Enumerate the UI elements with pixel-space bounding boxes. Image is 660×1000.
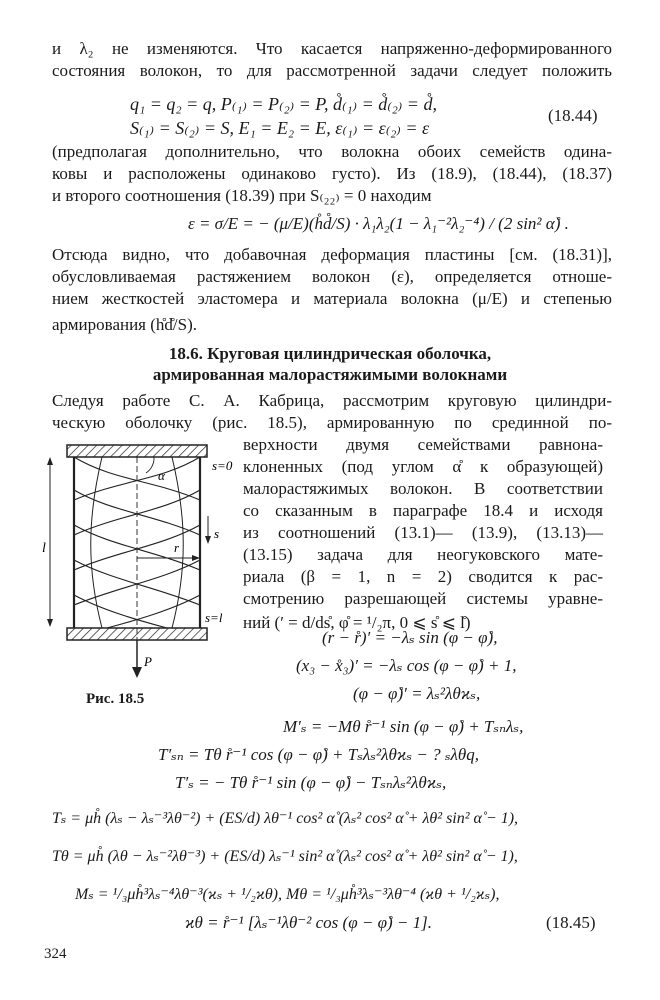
equation-number: (18.45) <box>546 913 596 932</box>
text-line: нием жесткостей эластомера и материала волокна (μ/E) и степенью <box>52 289 612 308</box>
equation-18-45-line6: T′ₛ = − Tθ r̊⁻¹ sin (φ − φ̊) − Tₛₙλₛ²λθϰₛ, <box>175 773 447 792</box>
text-line: ческую оболочку (рис. 18.5), армированную по срединной по- <box>52 413 612 432</box>
text-line: и λ₂ не изменяются. Что касается напряженно-деформированного <box>52 39 612 58</box>
equation-18-45-line4: M′ₛ = −Mθ r̊⁻¹ sin (φ − φ̊) + Tₛₙλₛ, <box>283 717 524 736</box>
figure-18-5 <box>42 440 242 680</box>
label-sl: s=l <box>205 610 223 625</box>
label-s: s <box>214 526 220 541</box>
label-alpha: α <box>158 468 165 483</box>
wrapped-line: со сказанным в параграфе 18.4 и исходя <box>243 501 603 520</box>
equation-18-45-line5: T′ₛₙ = Tθ r̊⁻¹ cos (φ − φ̊) + Tₛλₛ²λθϰₛ − ? ₛλθq, <box>158 745 480 764</box>
equation-18-45-line8: Tθ = μh̊ (λθ − λₛ⁻²λθ⁻³) + (ES/d) λₛ⁻¹ sin² α̊ (λₛ² cos² α̊ + λθ² sin² α̊ − 1), <box>52 848 518 865</box>
section-heading-line1: 18.6. Круговая цилиндрическая оболочка, <box>168 344 492 363</box>
label-s0: s=0 <box>212 458 233 473</box>
section-heading-line2: армированная малорастяжимыми волокнами <box>152 365 508 384</box>
label-l: l <box>42 541 46 556</box>
equation-18-45-line10: ϰθ = r̊⁻¹ [λₛ⁻¹λθ⁻² cos (φ − φ̊) − 1]. <box>185 913 432 932</box>
equation-epsilon: ε = σ/E = − (μ/E)(h̊d̊/S) · λ₁λ₂(1 − λ₁⁻²λ₂⁻⁴) / (2 sin² α̊) . <box>188 214 569 233</box>
text-line: состояния волокон, то для рассмотренной задачи следует положить <box>52 61 612 80</box>
top-clamp <box>67 445 207 457</box>
text-line: обусловливаемая растяжением волокон (ε), определяется отноше- <box>52 267 612 286</box>
alpha-arc <box>146 457 154 473</box>
equation-18-44-line1: q₁ = q₂ = q, P₍₁₎ = P₍₂₎ = P, d̊₍₁₎ = d̊₍₂₎ = d̊, <box>130 94 437 114</box>
equation-18-45-line9: Mₛ = ¹/₃μh̊³λₛ⁻⁴λθ⁻³(ϰₛ + ¹/₂ϰθ), Mθ = ¹/₃μh̊³λₛ⁻³λθ⁻⁴ (ϰθ + ¹/₂ϰₛ), <box>75 886 500 903</box>
text-line: (предполагая дополнительно, что волокна обоих семейств одина- <box>52 142 612 161</box>
equation-18-45-line3: (φ − φ̊)′ = λₛ²λθϰₛ, <box>353 684 481 703</box>
equation-18-44-line2: S₍₁₎ = S₍₂₎ = S, E₁ = E₂ = E, ε₍₁₎ = ε₍₂₎ = ε <box>130 118 430 138</box>
wrapped-line: из соотношений (13.1)— (13.9), (13.13)— <box>243 523 603 542</box>
label-p: P <box>144 654 152 669</box>
wrapped-line: смотрению разрешающей системы уравне- <box>243 589 603 608</box>
figure-caption: Рис. 18.5 <box>86 691 145 707</box>
wrapped-line: (13.15) задача для неогуковского мате- <box>243 545 603 564</box>
text-line: ковы и расположены одинаково густо). Из (18.9), (18.44), (18.37) <box>52 164 612 183</box>
wrapped-line: риала (β = 1, n = 2) сводится к рас- <box>243 567 603 586</box>
equation-number: (18.44) <box>548 106 598 125</box>
text-line: Отсюда видно, что добавочная деформация пластины [см. (18.31)], <box>52 245 612 264</box>
equation-18-45-line2: (x₃ − x̊₃)′ = −λₛ cos (φ − φ̊) + 1, <box>296 656 517 675</box>
page-number: 324 <box>44 946 67 962</box>
wrapped-line: малорастяжимых волокон. В соответствии <box>243 479 603 498</box>
wrapped-line: клоненных (под углом α̊ к образующей) <box>243 457 603 476</box>
text-line: Следуя работе С. А. Кабрица, рассмотрим круговую цилиндри- <box>52 391 612 410</box>
equation-18-45-line7: Tₛ = μh̊ (λₛ − λₛ⁻³λθ⁻²) + (ES/d) λθ⁻¹ cos² α̊ (λₛ² cos² α̊ + λθ² sin² α̊ − 1), <box>52 810 519 827</box>
wrapped-line: ний (′ = d/ds̊, φ̊ = ¹/₂π, 0 ⩽ s̊ ⩽ l̊) <box>243 613 471 632</box>
text-line: и второго соотношения (18.39) при S₍₂₂₎ = 0 находим <box>52 186 432 205</box>
wrapped-line: верхности двумя семействами равнона- <box>243 435 603 454</box>
equation-18-45-line1: (r − r̊)′ = −λₛ sin (φ − φ̊), <box>322 628 498 647</box>
text-line: армирования (h̊d̊/S). <box>52 315 198 334</box>
label-r: r <box>174 540 180 555</box>
